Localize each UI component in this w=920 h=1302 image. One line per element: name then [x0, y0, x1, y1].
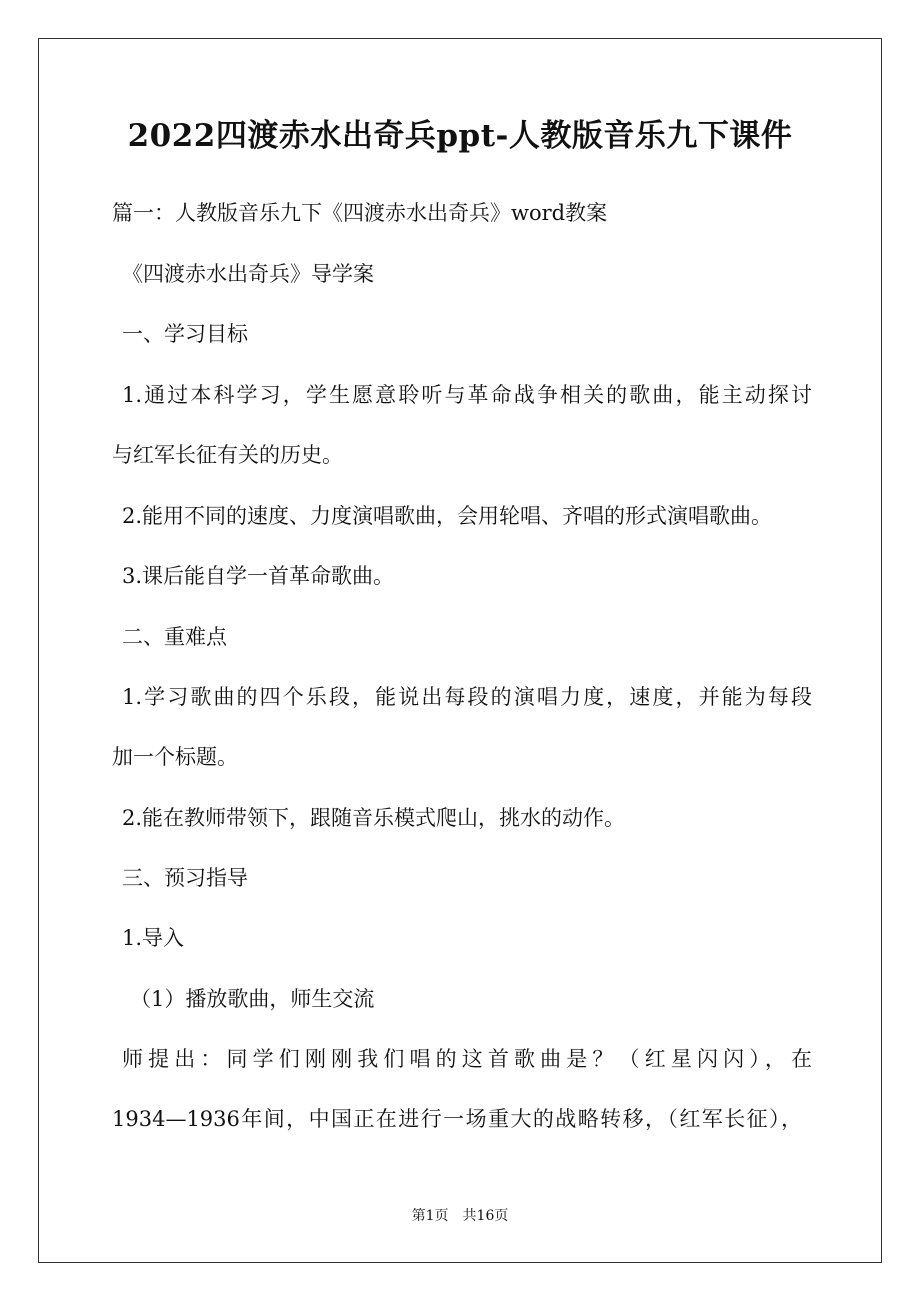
heading-preview: 三、预习指导: [122, 866, 248, 890]
paragraph-line: 2.能在教师带领下，跟随音乐模式爬山，挑水的动作。: [122, 806, 626, 830]
document-title: 2022四渡赤水出奇兵ppt-人教版音乐九下课件: [127, 118, 793, 154]
paragraph-line: 3.课后能自学一首革命歌曲。: [122, 564, 395, 588]
paragraph-line: 2.能用不同的速度、力度演唱歌曲，会用轮唱、齐唱的形式演唱歌曲。: [122, 504, 773, 528]
subtitle: 《四渡赤水出奇兵》导学案: [122, 262, 374, 286]
paragraph-line: （1）播放歌曲，师生交流: [130, 987, 375, 1011]
paragraph-line: 1.学习歌曲的四个乐段，能说出每段的演唱力度，速度，并能为每段: [122, 685, 812, 709]
heading-objectives: 一、学习目标: [122, 322, 248, 346]
paragraph-line: 1934—1936年间，中国正在进行一场重大的战略转移，（红军长征），: [112, 1107, 802, 1131]
paragraph-line: 1.导入: [122, 926, 185, 950]
page-footer: 第1页 共16页: [411, 1208, 509, 1224]
paragraph-line: 1.通过本科学习，学生愿意聆听与革命战争相关的歌曲，能主动探讨: [122, 383, 812, 407]
paragraph-line: 师提出：同学们刚刚我们唱的这首歌曲是？（红星闪闪），在: [122, 1047, 812, 1071]
paragraph-line: 加一个标题。: [112, 745, 238, 769]
heading-key-points: 二、重难点: [122, 625, 227, 649]
section-heading: 篇一：人教版音乐九下《四渡赤水出奇兵》word教案: [112, 201, 608, 225]
paragraph-line: 与红军长征有关的历史。: [112, 443, 343, 467]
